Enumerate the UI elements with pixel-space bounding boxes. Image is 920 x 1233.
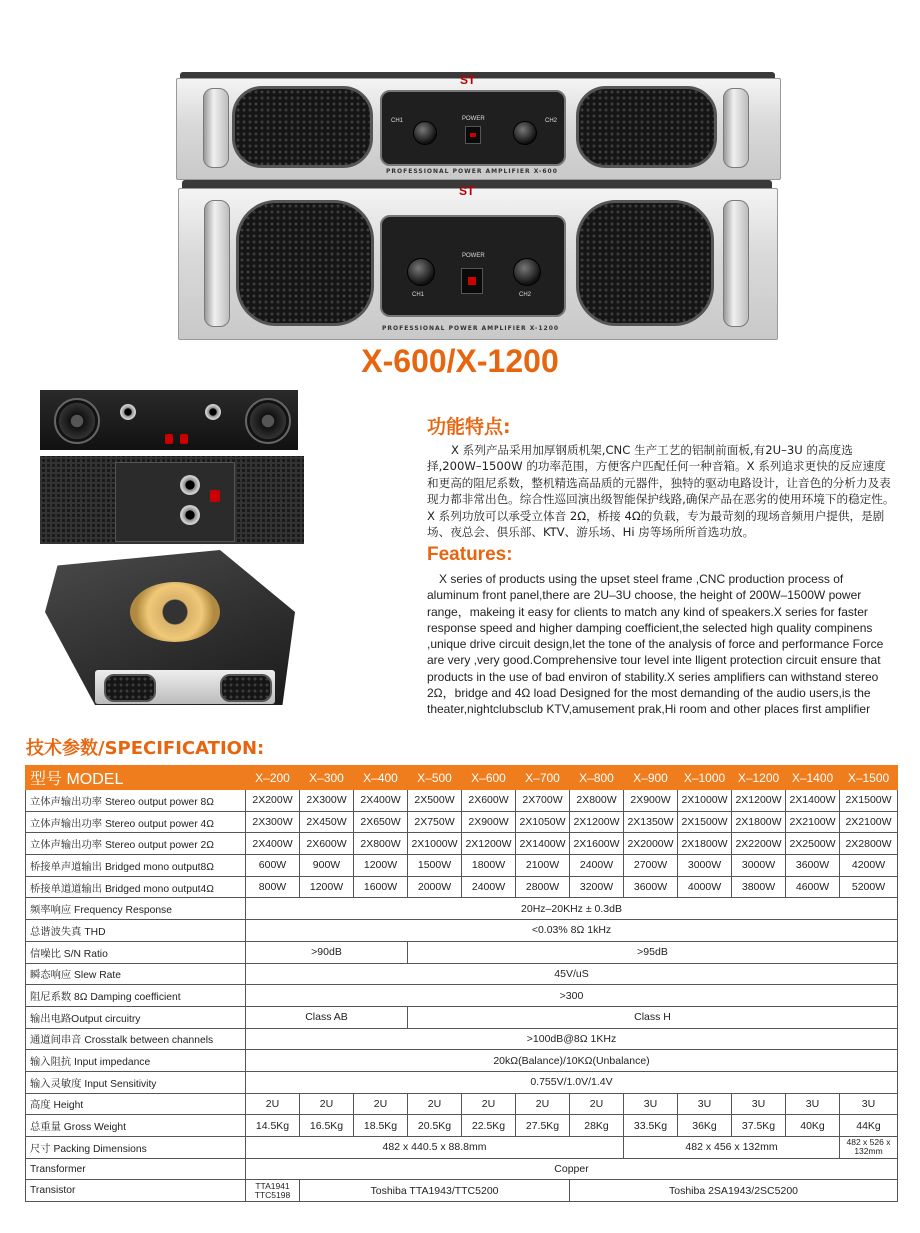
model-header-cell: X–600 [462,766,516,790]
power-label: POWER [462,116,485,122]
table-row [26,1071,898,1093]
table-cell: 4200W [840,855,898,877]
table-row [26,941,898,963]
model-header-cell: X–1400 [786,766,840,790]
table-cell: 800W [246,876,300,898]
table-cell: 2X1200W [570,811,624,833]
features-en-heading: Features: [427,544,513,565]
table-cell: 27.5Kg [516,1115,570,1137]
row-label: 立体声输出功率 Stereo output power 4Ω [26,811,246,833]
table-cell: 44Kg [840,1115,898,1137]
table-cell: 2X750W [408,811,462,833]
table-cell: 4000W [678,876,732,898]
table-cell: 2X1500W [840,790,898,812]
row-label: 阻尼系数 8Ω Damping coefficient [26,985,246,1007]
table-cell: 45V/uS [246,963,898,985]
table-cell: 1500W [408,855,462,877]
table-header-row [26,766,898,790]
row-label: 桥接单声道输出 Bridged mono output8Ω [26,855,246,877]
table-cell: 28Kg [570,1115,624,1137]
table-cell: 3U [624,1093,678,1115]
model-header-cell: X–200 [246,766,300,790]
table-cell: 3000W [678,855,732,877]
table-row [26,1093,898,1115]
table-cell: 482 x 526 x 132mm [840,1137,898,1159]
row-label: 桥接单道道输出 Bridged mono output4Ω [26,876,246,898]
table-cell: 1200W [300,876,354,898]
model-header-cell: X–800 [570,766,624,790]
row-label: 信噪比 S/N Ratio [26,941,246,963]
table-cell: 2X2500W [786,833,840,855]
table-cell: 2U [246,1093,300,1115]
row-label: 瞬态响应 Slew Rate [26,963,246,985]
ch1-label: CH1 [412,292,425,298]
table-cell: 22.5Kg [462,1115,516,1137]
ch2-label: CH2 [545,118,558,124]
table-row [26,898,898,920]
power-label: POWER [462,253,485,259]
features-cn-heading: 功能特点: [427,416,511,438]
table-cell: 2X600W [462,790,516,812]
specification-table [25,765,898,1202]
table-cell: 2X900W [462,811,516,833]
row-label: 立体声输出功率 Stereo output power 8Ω [26,790,246,812]
table-cell: 36Kg [678,1115,732,1137]
table-cell: 20kΩ(Balance)/10KΩ(Unbalance) [246,1050,898,1072]
row-label: 通道间串音 Crosstalk between channels [26,1028,246,1050]
table-cell: 2700W [624,855,678,877]
table-cell: 2X1400W [516,833,570,855]
spec-heading: 技术参数/SPECIFICATION: [26,738,265,759]
table-cell: 2X1000W [408,833,462,855]
table-cell: 37.5Kg [732,1115,786,1137]
table-cell: 2400W [462,876,516,898]
table-cell: 2X1000W [678,790,732,812]
row-label: 尺寸 Packing Dimensions [26,1137,246,1159]
table-cell: 2U [354,1093,408,1115]
model-header-cell: X–900 [624,766,678,790]
table-cell: 3000W [732,855,786,877]
table-cell: 2X450W [300,811,354,833]
table-row [26,855,898,877]
table-cell: 2X1600W [570,833,624,855]
table-cell: 2X200W [246,790,300,812]
table-cell: 2X400W [246,833,300,855]
table-cell: 482 x 440.5 x 88.8mm [246,1137,624,1159]
table-cell: <0.03% 8Ω 1kHz [246,920,898,942]
table-cell: 2X300W [246,811,300,833]
row-label: 立体声输出功率 Stereo output power 2Ω [26,833,246,855]
table-cell: 2000W [408,876,462,898]
table-cell: 2U [462,1093,516,1115]
table-row [26,1180,898,1202]
row-label: 输出电路Output circuitry [26,1006,246,1028]
row-label: 输入阻抗 Input impedance [26,1050,246,1072]
table-cell: 3200W [570,876,624,898]
table-cell: 16.5Kg [300,1115,354,1137]
table-cell: >100dB@8Ω 1KHz [246,1028,898,1050]
row-label: 高度 Height [26,1093,246,1115]
model-header-cell: X–1200 [732,766,786,790]
ch1-label: CH1 [391,118,404,124]
table-row [26,1050,898,1072]
table-cell: 3U [678,1093,732,1115]
brand-logo: ST [459,184,475,198]
table-cell: 18.5Kg [354,1115,408,1137]
table-cell: 2X1200W [732,790,786,812]
table-cell: Toshiba 2SA1943/2SC5200 [570,1180,898,1202]
table-cell: >90dB [246,941,408,963]
table-cell: 2X1400W [786,790,840,812]
table-cell: 482 x 456 x 132mm [624,1137,840,1159]
table-cell: Toshiba TTA1943/TTC5200 [300,1180,570,1202]
table-cell: 2X1200W [462,833,516,855]
table-cell: 900W [300,855,354,877]
table-cell: 2U [570,1093,624,1115]
table-cell: 5200W [840,876,898,898]
table-cell: 2800W [516,876,570,898]
features-en-body: X series of products using the upset steel frame ,CNC production process of aluminum front panel,there are 2U–3U choose, the height of 200W–1500W power range，makeing it easy for clients to match any kind of speakers.X series for faster response speed and higher damping coefficient,the selected high quality compinens ,unique drive circuit design,let the tone of the analysis of force and performance Force are very ,very good.Comprehensive tour level inte lligent protection circuit ensure that products in the use of bad environ of stability.X series amplifiers can withstand stereo 2Ω，bridge and 4Ω load Designed for the most demanding of the audio users,is the theater,nightclubsclub KTV,amusement prak,Hi room and other places first amplifier [427,572,884,717]
table-cell: 3U [786,1093,840,1115]
model-title: X-600/X-1200 [361,343,559,379]
table-row [26,1028,898,1050]
table-row [26,1006,898,1028]
table-row [26,985,898,1007]
table-cell: Class H [408,1006,898,1028]
table-cell: TTA1941 TTC5198 [246,1180,300,1202]
row-label: 输入灵敏度 Input Sensitivity [26,1071,246,1093]
model-plate: PROFESSIONAL POWER AMPLIFIER X-1200 [382,325,560,332]
table-cell: 3600W [786,855,840,877]
model-header-cell: X–400 [354,766,408,790]
table-cell: 2U [516,1093,570,1115]
table-cell: 2X400W [354,790,408,812]
table-cell: 2X1050W [516,811,570,833]
table-cell: 2X1350W [624,811,678,833]
table-row [26,1137,898,1159]
table-cell: 1200W [354,855,408,877]
ch2-label: CH2 [519,292,532,298]
row-label: Transformer [26,1158,246,1180]
model-plate: PROFESSIONAL POWER AMPLIFIER X-600 [386,168,558,175]
table-cell: 2X500W [408,790,462,812]
row-label: 总重量 Gross Weight [26,1115,246,1137]
table-cell: 2X1500W [678,811,732,833]
table-cell: 4600W [786,876,840,898]
brand-logo: ST [460,73,476,87]
table-row [26,876,898,898]
table-cell: 2U [300,1093,354,1115]
table-cell: 33.5Kg [624,1115,678,1137]
table-cell: 1600W [354,876,408,898]
table-cell: 3600W [624,876,678,898]
table-cell: 1800W [462,855,516,877]
table-cell: 2X2000W [624,833,678,855]
model-header-cell: X–700 [516,766,570,790]
table-cell: 2X800W [354,833,408,855]
table-cell: 2X2200W [732,833,786,855]
features-cn-body: X 系列产品采用加厚钢质机架,CNC 生产工艺的铝制前面板,有2U–3U 的高度选择,200W–1500W 的功率范围，方便客户匹配任何一种音箱。X 系列追求更快的反应速度和更高的阻尼系数，整机精选高品质的元器件，独特的驱动电路设计，让音色的分析力及表现力都非常出色。综合性巡回演出级智能保护线路,确保产品在恶劣的使用环境下的稳定性。X 系列功放可以承受立体音 2Ω，桥接 4Ω的负载，专为最苛刻的现场音频用户提供，是剧场、夜总会、俱乐部、KTV、游乐场、Hi 房等场所所首选功放。 [427,443,895,540]
table-cell: 600W [246,855,300,877]
table-cell: 3800W [732,876,786,898]
table-cell: 20.5Kg [408,1115,462,1137]
model-header-cell: X–1000 [678,766,732,790]
table-cell: 40Kg [786,1115,840,1137]
model-header-cell: X–300 [300,766,354,790]
table-cell: 2X650W [354,811,408,833]
table-row [26,811,898,833]
table-cell: 2U [408,1093,462,1115]
table-cell: 2X2100W [786,811,840,833]
table-cell: 2X800W [570,790,624,812]
table-row [26,1115,898,1137]
table-cell: >95dB [408,941,898,963]
table-cell: 2X2100W [840,811,898,833]
model-header-label: 型号 MODEL [26,766,246,790]
model-header-cell: X–500 [408,766,462,790]
table-cell: Copper [246,1158,898,1180]
table-row [26,963,898,985]
table-row [26,920,898,942]
table-cell: 2100W [516,855,570,877]
table-cell: 14.5Kg [246,1115,300,1137]
table-row [26,833,898,855]
table-cell: 3U [840,1093,898,1115]
table-cell: >300 [246,985,898,1007]
row-label: 频率响应 Frequency Response [26,898,246,920]
table-cell: 2X1800W [732,811,786,833]
table-cell: 20Hz–20KHz ± 0.3dB [246,898,898,920]
table-cell: 2X300W [300,790,354,812]
table-cell: 2X900W [624,790,678,812]
model-header-cell: X–1500 [840,766,898,790]
table-cell: Class AB [246,1006,408,1028]
row-label: 总谐波失真 THD [26,920,246,942]
table-cell: 2X600W [300,833,354,855]
table-cell: 2X1800W [678,833,732,855]
table-cell: 0.755V/1.0V/1.4V [246,1071,898,1093]
table-cell: 2400W [570,855,624,877]
table-row [26,1158,898,1180]
row-label: Transistor [26,1180,246,1202]
table-row [26,790,898,812]
table-cell: 3U [732,1093,786,1115]
table-cell: 2X2800W [840,833,898,855]
table-cell: 2X700W [516,790,570,812]
